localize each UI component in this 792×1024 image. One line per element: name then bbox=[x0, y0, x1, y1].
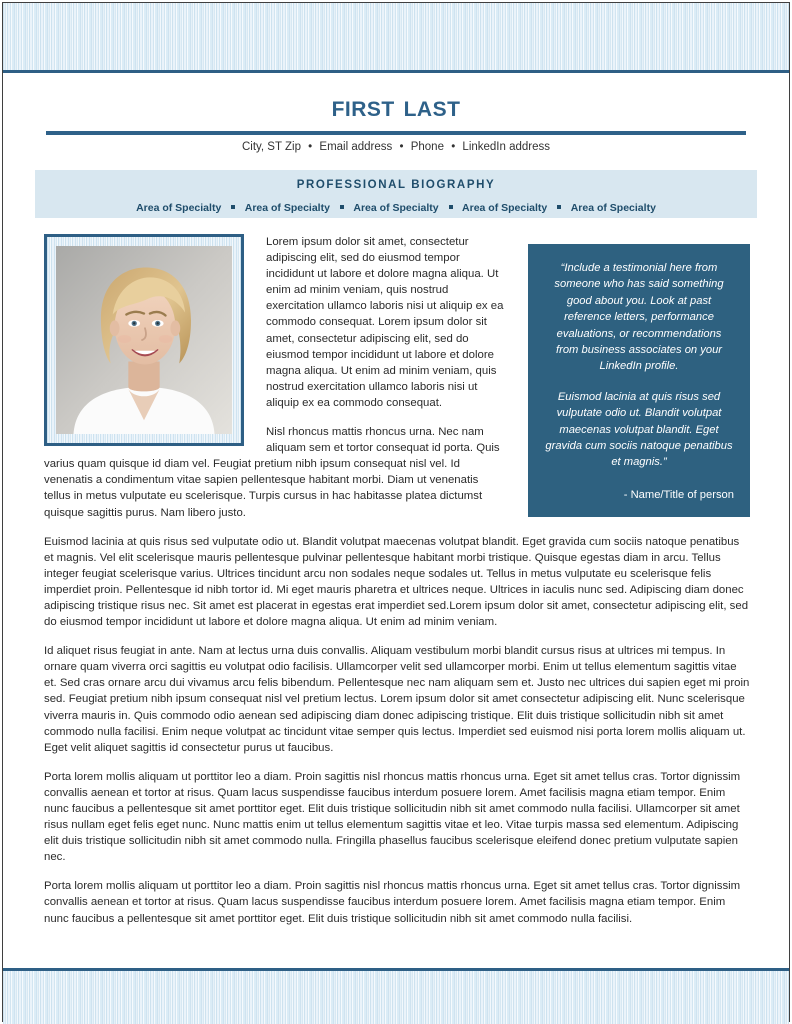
body-paragraph: Euismod lacinia at quis risus sed vulputate odio ut. Blandit volutpat maecenas volutpat blandit. Eget gravida cum sociis natoque penatibus et magnis. Vel elit scelerisque mauris pellentesque pulvinar pellentesque habitant morbi tristique. Quisque egestas diam in arcu. Tellus integer feugiat scelerisque varius. Ultrices tincidunt arcu non sodales neque sodales ut. Tellus in metus vulputate eu scelerisque felis imperdiet proin. Pellentesque id nibh tortor id. Mi eget mauris pharetra et ultrices neque. Ultrices in iaculis nunc sed. Adipiscing diam donec adipiscing tristique risus nec. Sit amet est placerat in egestas erat imperdiet sed.Lorem ipsum dolor sit amet, consectetur adipiscing elit, sed do eiusmod tempor incididunt ut labore et dolore magna aliqua. Ut enim ad minim veniam. bbox=[44, 535, 749, 629]
professional-biography-banner bbox=[35, 170, 757, 218]
specialty-item: Area of Specialty bbox=[570, 201, 656, 214]
document-header bbox=[46, 92, 746, 155]
headshot-photo bbox=[56, 246, 232, 434]
top-decorative-band bbox=[3, 3, 789, 73]
contact-email: Email address bbox=[319, 141, 393, 153]
bottom-decorative-band bbox=[3, 968, 789, 1024]
body-paragraph: Id aliquet risus feugiat in ante. Nam at lectus urna duis convallis. Aliquam vestibulum morbi blandit cursus risus at ultrices mi tempus. In ornare quam viverra orci sagittis eu volutpat odio facilisis. Ullamcorper velit sed ullamcorper morbi. Enim ut tellus elementum sagittis vitae et. Sed cras ornare arcu dui vivamus arcu felis bibendum. Pellentesque nec nam aliquam sem et. Justo nec ultrices dui sapien eget mi proin sed. Feugiat pretium nibh ipsum consequat nisl vel pretium lectus. Lorem ipsum dolor sit amet consectetur adipiscing elit. Nunc scelerisque viverra mauris in. Quis commodo odio aenean sed adipiscing diam donec adipiscing tristique. Elit duis tristique sollicitudin nibh sit amet commodo nulla facilisi. Enim neque volutpat ac tincidunt vitae semper quis lectus. Imperdiet sed euismod nisi porta lorem mollis aliquam ut. Eget velit aliquet sagittis id consectetur purus ut faucibus. bbox=[44, 645, 750, 754]
body-paragraph: Porta lorem mollis aliquam ut porttitor leo a diam. Proin sagittis nisl rhoncus mattis rhoncus urna. Eget sit amet tellus cras. Tortor dignissim convallis aenean et tortor at risus. Quam lacus suspendisse faucibus interdum posuere lorem. Amet facilisis magna etiam tempor. Enim nunc faucibus a pellentesque sit amet porttitor eget. Elit duis tristique sollicitudin nibh sit amet commodo nulla facilisi. bbox=[44, 880, 741, 925]
square-bullet-icon bbox=[557, 205, 561, 209]
portrait-illustration bbox=[56, 246, 232, 434]
testimonial-box bbox=[528, 244, 750, 517]
title-divider bbox=[46, 131, 746, 135]
contact-city: City, ST Zip bbox=[241, 141, 301, 153]
body-paragraph: Lorem ipsum dolor sit amet, consectetur adipiscing elit, sed do eiusmod tempor incididunt ut labore et dolore magna aliqua. Ut enim ad minim veniam, quis nostrud exercitation ullamco laboris nisi ut aliquip ex ea commodo consequat. Lorem ipsum dolor sit amet, consectetur adipiscing elit, sed do eiusmod tempor incididunt ut labore et dolore magna aliqua. Ut enim ad minim veniam, quis nostrud exercitation ullamco laboris nisi ut aliquip ex ea commodo consequat. bbox=[266, 236, 504, 409]
contact-separator-icon: • bbox=[308, 141, 313, 153]
specialty-item: Area of Specialty bbox=[244, 201, 330, 214]
square-bullet-icon bbox=[340, 205, 344, 209]
biography-content bbox=[44, 234, 750, 940]
banner-heading: PROFESSIONAL BIOGRAPHY bbox=[296, 179, 496, 191]
headshot-photo-frame bbox=[44, 234, 244, 446]
specialty-list bbox=[35, 202, 757, 215]
specialty-item: Area of Specialty bbox=[353, 201, 439, 214]
square-bullet-icon bbox=[231, 205, 235, 209]
testimonial-quote-part-1: “Include a testimonial here from someone who has said something good about you. Look at past reference letters, performance evaluations, or recommendations from business associates on your LinkedIn profile. bbox=[554, 262, 724, 373]
square-bullet-icon bbox=[449, 205, 453, 209]
contact-line bbox=[46, 140, 746, 155]
specialty-item: Area of Specialty bbox=[462, 201, 548, 214]
body-paragraph: Porta lorem mollis aliquam ut porttitor leo a diam. Proin sagittis nisl rhoncus mattis rhoncus urna. Eget sit amet tellus cras. Tortor dignissim convallis aenean et tortor at risus. Quam lacus suspendisse faucibus interdum posuere lorem. Amet facilisis magna etiam tempor. Enim nunc faucibus a pellentesque sit amet porttitor eget. Elit duis tristique sollicitudin nibh sit amet commodo nulla facilisi. Ullamcorper sit amet risus nullam eget felis eget nunc. Nunc mattis enim ut tellus elementum sagittis vitae et leo. Vitae turpis massa sed elementum. Adipiscing elit duis tristique sollicitudin nibh sit amet commodo nulla. Fringilla phasellus faucibus scelerisque eleifend donec pretium vulputate sapien nec. bbox=[44, 770, 741, 864]
page-title: first last bbox=[331, 90, 461, 123]
testimonial-quote-part-2: Euismod lacinia at quis risus sed vulputate odio ut. Blandit volutpat maecenas volutpat blandit. Eget gravida cum sociis natoque penatibus et magnis.” bbox=[545, 390, 733, 469]
contact-separator-icon: • bbox=[451, 141, 456, 153]
body-paragraph: Nisl rhoncus mattis rhoncus urna. Nec nam aliquam sem et tortor consequat id porta. Quis varius quam quisque id diam vel. Feugiat pretium nibh ipsum consequat nisl vel. Id venenatis a condimentum vitae sapien pellentesque habitant morbi. Diam ut venenatis tellus in metus vulputate eu scelerisque. Turpis cursus in hac habitasse platea dictumst quisque sagittis purus. Nam libero justo. bbox=[44, 426, 500, 519]
testimonial-attribution: - Name/Title of person bbox=[623, 488, 734, 501]
specialty-item: Area of Specialty bbox=[136, 201, 222, 214]
contact-linkedin: LinkedIn address bbox=[462, 141, 551, 153]
contact-phone: Phone bbox=[410, 141, 444, 153]
contact-separator-icon: • bbox=[399, 141, 404, 153]
